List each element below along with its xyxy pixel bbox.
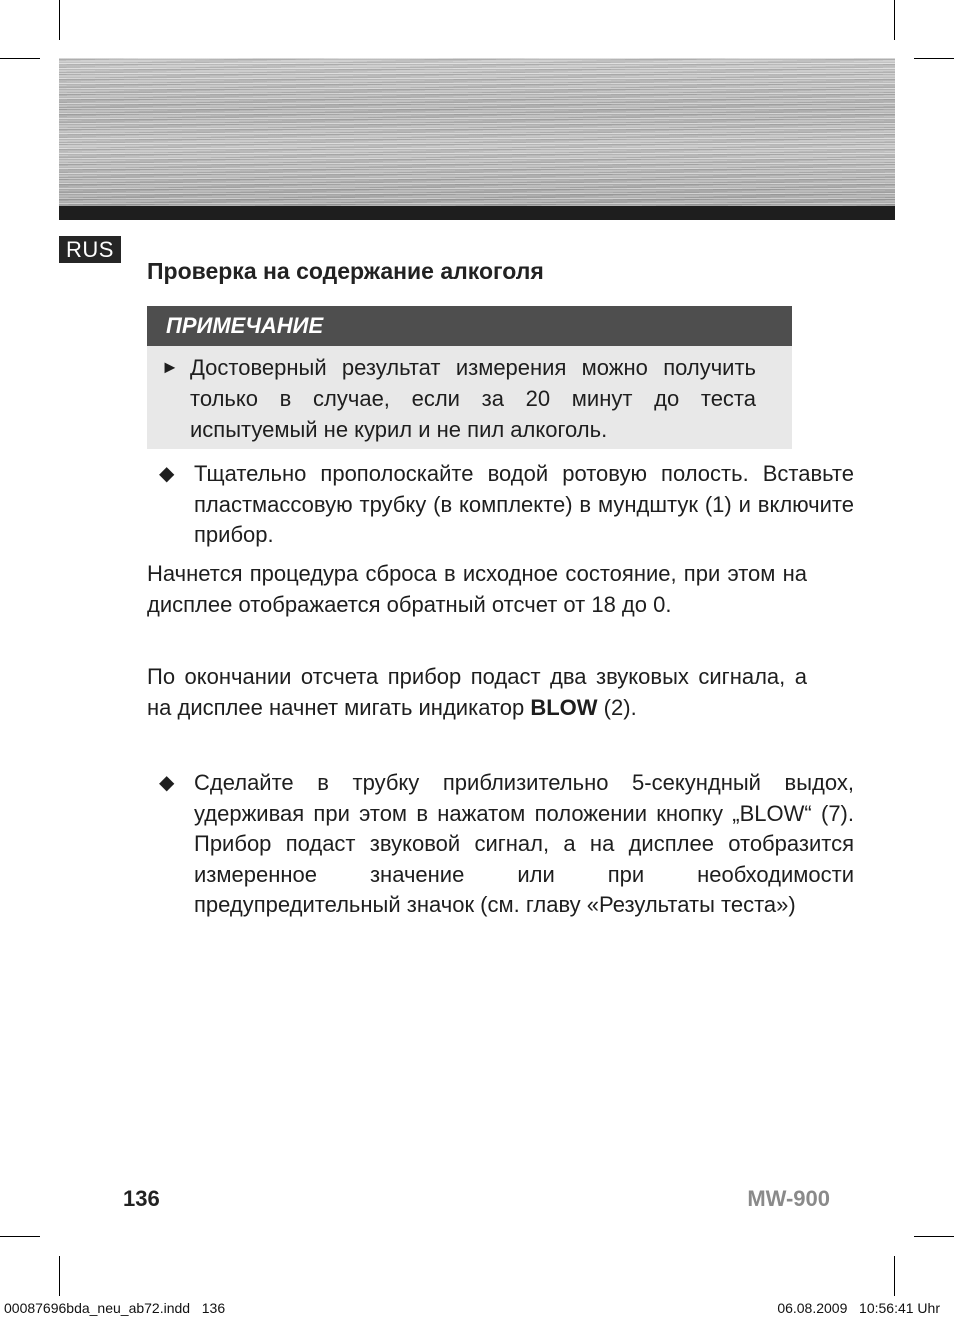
- language-tag: RUS: [59, 236, 121, 263]
- triangle-right-icon: ►: [161, 357, 179, 377]
- crop-mark: [0, 1236, 40, 1237]
- crop-mark: [894, 0, 895, 40]
- step-text: Сделайте в трубку приблизительно 5-секундный выдох, удерживая при этом в нажатом положении кнопку „BLOW“ (7). Прибор подаст звуковой сигнал, а на дисплее отобразится измеренное значение или при необходимости предупредительный значок (см. главу «Результаты теста»): [194, 770, 854, 917]
- diamond-bullet-icon: ◆: [159, 772, 175, 794]
- page-number: 136: [123, 1186, 160, 1211]
- crop-mark: [914, 58, 954, 59]
- model-name: MW-900: [747, 1186, 830, 1211]
- step-item: [147, 459, 854, 551]
- crop-mark: [59, 0, 60, 40]
- crop-mark: [914, 1236, 954, 1237]
- crop-mark: [894, 1256, 895, 1296]
- blow-indicator-label: BLOW: [530, 694, 598, 720]
- crop-mark: [0, 58, 40, 59]
- note-heading: ПРИМЕЧАНИЕ: [147, 306, 792, 346]
- slug-timestamp: 06.08.2009 10:56:41 Uhr: [777, 1300, 940, 1316]
- paragraph: Начнется процедура сброса в исходное состояние, при этом на дисплее отображается обратный отсчет от 18 до 0.: [147, 561, 807, 617]
- section-title: Проверка на содержание алкоголя: [147, 258, 544, 284]
- diamond-bullet-icon: ◆: [159, 463, 175, 485]
- step-item: [147, 768, 854, 921]
- header-banner-bar: [59, 206, 895, 220]
- header-banner: [59, 58, 895, 206]
- note-text: Достоверный результат измерения можно получить только в случае, если за 20 минут до теста испытуемый не курил и не пил алкоголь.: [190, 355, 756, 442]
- step-text: Тщательно прополоскайте водой ротовую полость. Вставьте пластмассовую трубку (в комплекте) в мундштук (1) и включите прибор.: [194, 461, 854, 547]
- note-box: [147, 306, 792, 449]
- paragraph-text: По окончании отсчета прибор подаст два звуковых сигнала, а на дисплее начнет мигать индикатор: [147, 664, 807, 720]
- note-body: [147, 346, 792, 445]
- slug-file: 00087696bda_neu_ab72.indd 136: [4, 1300, 226, 1316]
- crop-mark: [59, 1256, 60, 1296]
- paragraph: [147, 662, 807, 723]
- paragraph-text: (2).: [597, 694, 637, 720]
